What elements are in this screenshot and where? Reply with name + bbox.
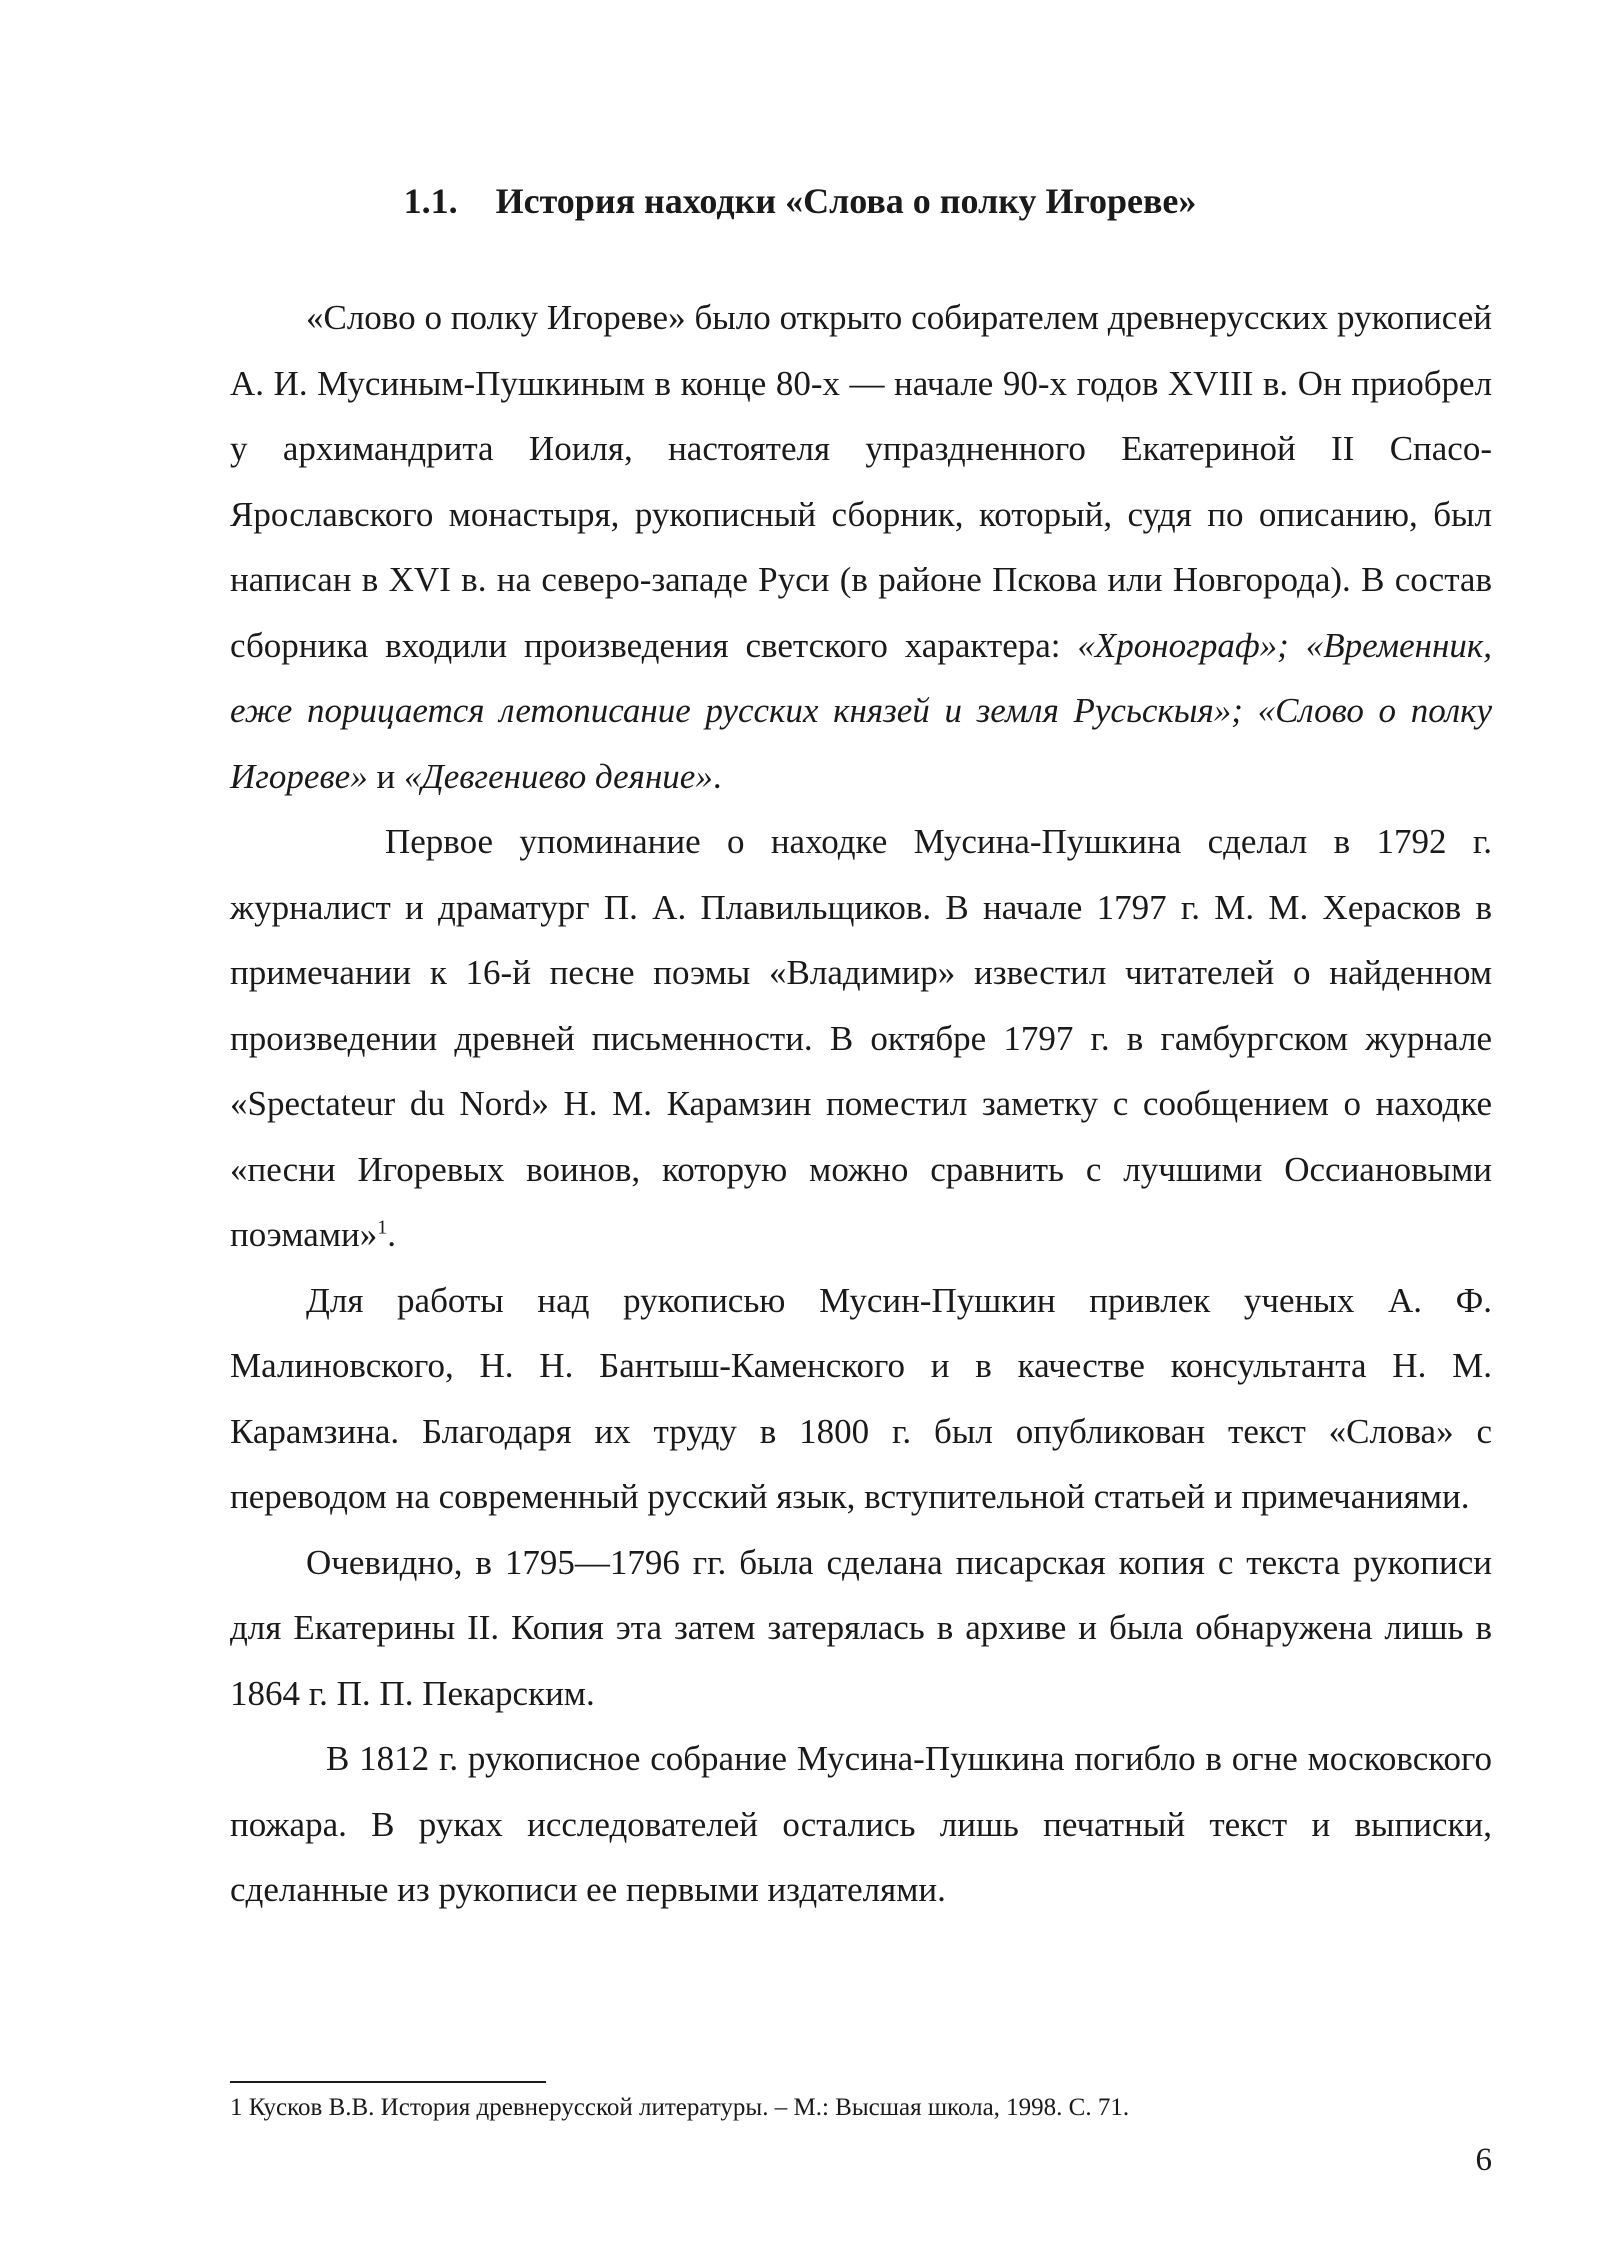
- paragraph-1: [230, 285, 1492, 809]
- footnote-reference[interactable]: 1: [377, 1216, 388, 1239]
- body-text: [230, 285, 1492, 1923]
- paragraph-4: Очевидно, в 1795—1796 гг. была сделана писарская копия с текста рукописи для Екатерины II. Копия эта затем затерялась в архиве и была обнаружена лишь в 1864 г. П. П. Пекарским.: [230, 1542, 1492, 1713]
- paragraph-1-italic-titles: «Хронограф»; «Временник, еже порицается летописание русских князей и земля Русьскыя»; «Слово о полку Игореве»: [230, 625, 1492, 796]
- paragraph-1-text-b: и: [367, 756, 404, 796]
- footnote-text: 1 Кусков В.В. История древнерусской литературы. – М.: Высшая школа, 1998. С. 71.: [230, 2094, 1130, 2121]
- section-title: История находки «Слова о полку Игореве»: [495, 181, 1197, 222]
- paragraph-2-end: .: [387, 1215, 396, 1254]
- paragraph-1-italic-title-last: «Девгениево деяние»: [403, 756, 713, 796]
- paragraph-5: В 1812 г. рукописное собрание Мусина-Пушкина погибло в огне московского пожара. В руках исследователей остались лишь печатный текст и выписки, сделанные из рукописи ее первыми издателями.: [230, 1739, 1492, 1909]
- paragraph-3: Для работы над рукописью Мусин-Пушкин привлек ученых А. Ф. Малиновского, Н. Н. Бантыш-Каменского и в качестве консультанта Н. М. Карамзина. Благодаря их труду в 1800 г. был опубликован текст «Слова» с переводом на современный русский язык, вступительной статьей и примечаниями.: [230, 1280, 1492, 1516]
- paragraph-1-text-a: «Слово о полку Игореве» было открыто собирателем древнерусских рукописей А. И. Мусиным-Пушкиным в конце 80-х — начале 90-х годов XVIII в. Он приобрел у архимандрита Иоиля, настоятеля упраздненного Екатериной II Спасо-Ярославского монастыря, рукописный сборник, который, судя по описанию, был написан в XVI в. на северо-западе Руси (в районе Пскова или Новгорода). В состав сборника входили произведения светского характера:: [230, 298, 1492, 665]
- paragraph-1-text-c: .: [712, 756, 722, 796]
- footnote-separator: [230, 2081, 546, 2083]
- paragraph-2: [230, 809, 1492, 1268]
- section-number: 1.1.: [403, 181, 458, 222]
- paragraph-2-text: Первое упоминание о находке Мусина-Пушкина сделал в 1792 г. журналист и драматург П. А. Плавильщиков. В начале 1797 г. М. М. Херасков в примечании к 16-й песне поэмы «Владимир» известил читателей о найденном произведении древней письменности. В октябре 1797 г. в гамбургском журнале «Spectateur du Nord» Н. М. Карамзин поместил заметку с сообщением о находке «песни Игоревых воинов, которую можно сравнить с лучшими Оссиановыми поэмами»: [230, 822, 1492, 1254]
- page-number: 6: [1475, 2142, 1492, 2178]
- section-heading: [0, 179, 1600, 223]
